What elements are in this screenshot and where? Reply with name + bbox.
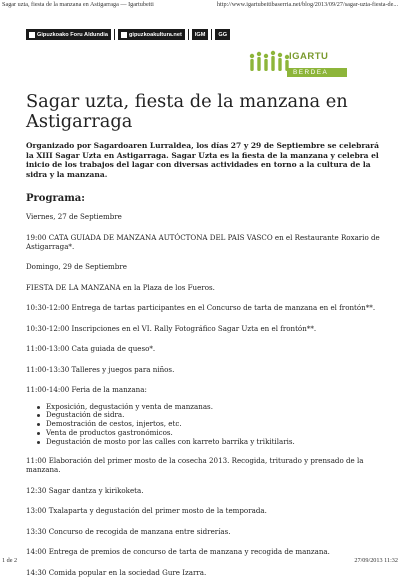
program-item: 12:30 Sagar dantza y kirikoketa. [26,485,144,495]
sponsor-label: GG [218,31,228,38]
list-item: Venta de productos gastronómicos. [46,429,388,438]
feria-list [26,403,388,448]
sponsor-gg-logo[interactable] [215,29,230,40]
sponsor-label: IGM [194,31,206,38]
print-header [2,0,398,12]
program-item: 11:00-13:00 Cata guiada de queso*. [26,344,156,353]
programa-heading: Programa: [26,193,85,204]
program-day: Domingo, 29 de Septiembre [26,262,127,271]
program-item: 11:00 Elaboración del primer mosto de la cosecha 2013. Recogida, triturado y prensado de la manzana. [26,456,364,475]
sponsor-logos [26,29,230,40]
sponsor-igm-logo[interactable] [192,29,209,40]
sponsor-gipuzkoa-logo[interactable] [26,29,111,40]
list-item: Exposición, degustación y venta de manzanas. [46,403,388,412]
sponsor-divider [114,29,115,40]
logo-subtitle: BERDEA [293,69,329,76]
people-group-icon [247,46,291,84]
list-item: Demostración de cestos, injertos, etc. [46,420,388,429]
print-header-url: http://www.igartubeitibaserria.net/blog/2013/09/27/sagar-uzta-fiesta-de... [216,1,398,8]
print-timestamp: 27/09/2013 11:32 [354,557,398,564]
sponsor-label: gipuzkoakultura.net [128,31,182,38]
article-body [26,212,388,588]
program-item: 10:30-12:00 Entrega de tartas participantes en el Concurso de tarta de manzana en el frontón**. [26,303,376,312]
program-item: 13:30 Concurso de recogida de manzana entre sidrerías. [26,526,231,536]
program-day: Viernes, 27 de Septiembre [26,212,122,221]
sponsor-gipuzkoakultura-logo[interactable] [118,29,185,40]
program-item: 10:30-12:00 Inscripciones en el VI. Rally Fotográfico Sagar Uzta en el frontón**. [26,323,317,333]
list-item: Degustación de sidra. [46,411,388,420]
logo-subtitle-bar [287,68,347,77]
print-header-title: Sagar uzta, fiesta de la manzana en Astigarraga — Igartubeiti [2,1,154,8]
article-title: Sagar uzta, fiesta de la manzana en Astigarraga [26,91,348,132]
print-footer [2,554,398,564]
program-item: 14:30 Comida popular en la sociedad Gure Izarra. [26,567,207,577]
kultura-emblem-icon [121,32,127,38]
program-item: FIESTA DE LA MANZANA en la Plaza de los Fueros. [26,282,215,292]
list-item: Degustación de mosto por las calles con karreto barrika y trikitilaris. [46,438,388,447]
program-item: 19:00 CATA GUIADA DE MANZANA AUTÓCTONA DEL PAIS VASCO en el Restaurante Roxario de Astigarraga*. [26,232,380,251]
program-item: 13:00 Txalaparta y degustación del primer mosto de la temporada. [26,506,267,516]
page-number: 1 de 2 [2,557,18,564]
program-item: 11:00-14:00 Feria de la manzana: [26,385,147,394]
program-item: 11:00-13:30 Talleres y juegos para niños. [26,364,175,374]
igartu-berdea-logo[interactable] [247,46,377,84]
article-lead: Organizado por Sagardoaren Lurraldea, los días 27 y 29 de Septiembre se celebrará la XIII Sagar Uzta en Astigarraga. Sagar Uzta es la fiesta de la manzana y celebra el inicio de los trabajos del lagar con diversas actividades en torno a la cultura de la sidra y la manzana. [26,141,379,179]
sponsor-divider [188,29,189,40]
logo-title: IGARTU [289,51,329,62]
gipuzkoa-emblem-icon [29,32,35,38]
sponsor-divider [211,29,212,40]
program-item: 14:00 Entrega de premios de concurso de tarta de manzana y recogida de manzana. [26,547,330,557]
sponsor-label: Gipuzkoako Foru Aldundia [37,31,108,38]
